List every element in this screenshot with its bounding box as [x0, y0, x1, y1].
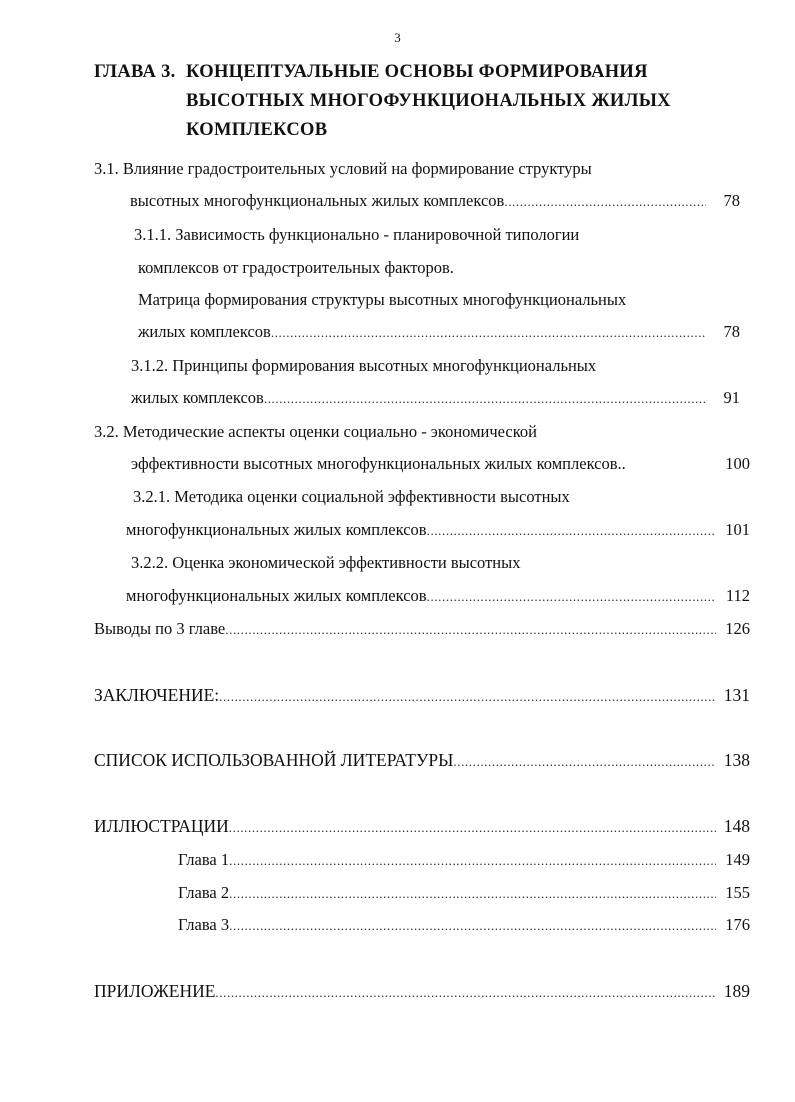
toc-entry-illustrations[interactable]	[94, 815, 750, 839]
toc-entry-appendix[interactable]	[94, 980, 750, 1004]
toc-entry-3-2-line-1: 3.2. Методические аспекты оценки социально - экономической	[94, 422, 537, 441]
leader-dots	[271, 322, 706, 344]
leader-dots	[229, 817, 716, 839]
toc-entry-3-1-1-line-2: комплексов от градостроительных факторов.	[138, 258, 454, 277]
toc-entry-label: многофункциональных жилых комплексов	[126, 586, 427, 605]
toc-entry-page: 78	[723, 322, 740, 341]
toc-entry-page: 78	[723, 191, 740, 210]
toc-entry-illustrations-ch1[interactable]	[178, 849, 750, 872]
leader-dots	[219, 686, 716, 708]
toc-entry-label: СПИСОК ИСПОЛЬЗОВАННОЙ ЛИТЕРАТУРЫ	[94, 750, 454, 770]
toc-entry-3-2[interactable]	[131, 453, 750, 475]
toc-entry-label: ПРИЛОЖЕНИЕ	[94, 981, 216, 1001]
heading-line-2: ВЫСОТНЫХ МНОГОФУНКЦИОНАЛЬНЫХ ЖИЛЫХ	[186, 91, 671, 111]
toc-entry-3-1-1[interactable]	[138, 321, 740, 344]
toc-entry-label: Глава 2	[178, 883, 230, 902]
toc-entry-illustrations-ch3[interactable]	[178, 914, 750, 937]
page-number: 3	[394, 30, 401, 45]
toc-entry-label: Выводы по 3 главе	[94, 619, 226, 638]
toc-entry-page: 176	[725, 915, 750, 934]
toc-entry-3-1-2-line-1: 3.1.2. Принципы формирования высотных многофункциональных	[131, 356, 597, 375]
toc-entry-conclusions[interactable]	[94, 618, 750, 641]
toc-entry-page: 155	[725, 883, 750, 902]
toc-entry-label: многофункциональных жилых комплексов	[126, 520, 427, 539]
toc-entry-page: 131	[723, 685, 750, 705]
toc-entry-page: 189	[723, 981, 750, 1001]
toc-entry-label: жилых комплексов	[131, 388, 264, 407]
leader-dots	[225, 619, 716, 641]
toc-entry-3-1-line-1: 3.1. Влияние градостроительных условий на формирование структуры	[94, 159, 592, 178]
toc-entry-page: 149	[725, 850, 750, 869]
leader-dots	[427, 520, 716, 542]
leader-dots	[504, 191, 706, 213]
toc-entry-3-2-2-line-1: 3.2.2. Оценка экономической эффективности высотных	[131, 553, 521, 572]
toc-entry-literature[interactable]	[94, 749, 750, 773]
heading-line-1	[94, 58, 734, 87]
leader-dots	[229, 883, 716, 905]
heading-line-3: КОМПЛЕКСОВ	[186, 120, 328, 140]
toc-entry-label: ИЛЛЮСТРАЦИИ	[94, 816, 229, 836]
toc-entry-3-1-1-line-1: 3.1.1. Зависимость функционально - планировочной типологии	[134, 225, 580, 244]
toc-entry-page: 100	[725, 454, 750, 473]
toc-entry-zaklyuchenie[interactable]	[94, 684, 750, 708]
heading-prefix: ГЛАВА 3.	[94, 62, 176, 82]
toc-entry-3-2-2[interactable]	[126, 585, 750, 608]
toc-entry-3-2-1-line-1: 3.2.1. Методика оценки социальной эффективности высотных	[133, 487, 570, 506]
leader-dots	[229, 850, 716, 872]
chapter-heading	[94, 58, 734, 145]
toc-entry-label: эффективности высотных многофункциональных жилых комплексов..	[131, 454, 626, 473]
leader-dots	[453, 751, 716, 773]
toc-entry-label: высотных многофункциональных жилых комплексов	[130, 191, 505, 210]
leader-dots	[264, 388, 706, 410]
toc-entry-page: 91	[723, 388, 740, 407]
toc-entry-label: Глава 1	[178, 850, 230, 869]
toc-entry-page: 138	[723, 750, 750, 770]
leader-dots	[229, 915, 716, 937]
toc-entry-page: 126	[725, 619, 750, 638]
toc-entry-label: жилых комплексов	[138, 322, 271, 341]
toc-entry-page: 101	[725, 520, 750, 539]
toc-entry-page: 112	[725, 586, 750, 605]
toc-entry-page: 148	[723, 816, 750, 836]
heading-text-1: КОНЦЕПТУАЛЬНЫЕ ОСНОВЫ ФОРМИРОВАНИЯ	[186, 62, 648, 82]
toc-entry-label: ЗАКЛЮЧЕНИЕ:	[94, 685, 220, 705]
toc-entry-label: Глава 3	[178, 915, 230, 934]
toc-entry-3-1-2[interactable]	[131, 387, 740, 410]
toc-entry-3-1[interactable]	[130, 190, 740, 213]
leader-dots	[427, 586, 716, 608]
toc-entry-illustrations-ch2[interactable]	[178, 882, 750, 905]
leader-dots	[215, 982, 716, 1004]
toc-entry-3-2-1[interactable]	[126, 519, 750, 542]
toc-entry-3-1-1-line-3: Матрица формирования структуры высотных многофункциональных	[138, 290, 627, 309]
